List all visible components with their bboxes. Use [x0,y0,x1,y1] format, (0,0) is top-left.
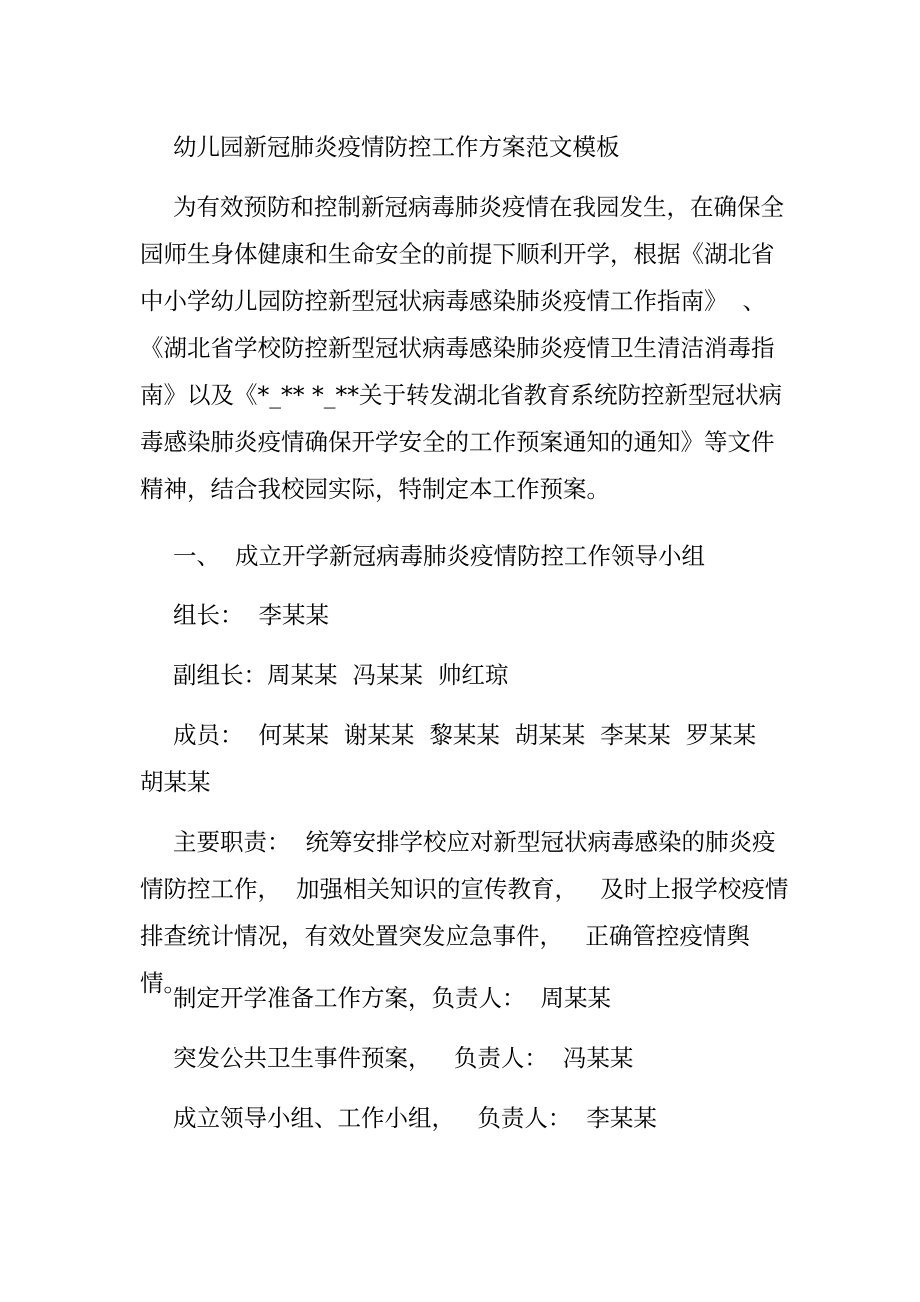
leader-line: 组长： 李某某 [173,601,329,629]
task-line-1: 制定开学准备工作方案，负责人： 周某某 [173,984,611,1012]
deputy-leaders-line: 副组长：周某某 冯某某 帅红琼 [173,661,509,689]
duties-paragraph: 主要职责： 统筹安排学校应对新型冠状病毒感染的肺炎疫情防控工作， 加强相关知识的宣传教育， 及时上报学校疫情排查统计情况，有效处置突发应急事件， 正确管控疫情舆情。 [140,828,789,997]
task-line-2: 突发公共卫生事件预案， 负责人： 冯某某 [173,1044,634,1072]
task-line-3: 成立领导小组、工作小组， 负责人： 李某某 [173,1104,657,1132]
intro-paragraph: 为有效预防和控制新冠病毒肺炎疫情在我园发生，在确保全园师生身体健康和生命安全的前提下顺利开学，根据《湖北省中小学幼儿园防控新型冠状病毒感染肺炎疫情工作指南》 、《湖北省学校防控新型冠状病毒感染肺炎疫情卫生清洁消毒指南》以及《*_** *_**关于转发湖北省教育系统防控新型冠状病毒感染肺炎疫情确保开学安全的工作预案通知的通知》等文件精神，结合我校园实际，特制定本工作预案。 [140,193,784,503]
document-title: 幼儿园新冠肺炎疫情防控工作方案范文模板 [173,133,620,161]
members-paragraph: 成员： 何某某 谢某某 黎某某 胡某某 李某某 罗某某 胡某某 [140,721,772,796]
section-heading: 一、 成立开学新冠病毒肺炎疫情防控工作领导小组 [173,542,705,570]
